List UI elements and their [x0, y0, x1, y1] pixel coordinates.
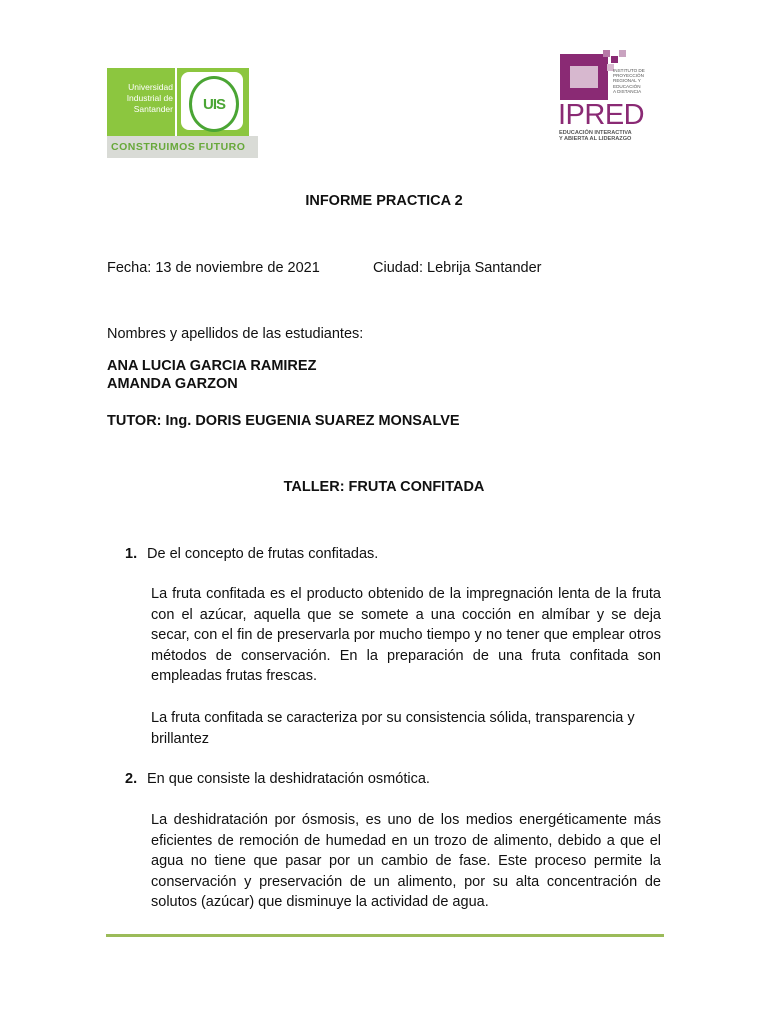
- report-city: Ciudad: Lebrija Santander: [373, 260, 542, 276]
- uis-mark-text: UIS: [189, 76, 239, 132]
- uis-slogan: CONSTRUIMOS FUTURO: [111, 141, 246, 153]
- uis-slogan-strip: [107, 136, 258, 158]
- question-number: 1.: [125, 546, 138, 562]
- ipred-tagline: EDUCACIÓN INTERACTIVA Y ABIERTA AL LIDERAZGO: [559, 130, 632, 143]
- uis-name-box: [107, 68, 175, 136]
- workshop-title: TALLER: FRUTA CONFITADA: [283, 479, 485, 495]
- report-title: INFORME PRACTICA 2: [305, 193, 463, 209]
- ipred-wordmark: IPRED: [558, 99, 645, 131]
- uis-name: Universidad Industrial de Santander: [126, 82, 173, 114]
- uis-mark: [177, 68, 249, 136]
- question-text: De el concepto de frutas confitadas.: [147, 546, 379, 562]
- question-text: En que consiste la deshidratación osmótica.: [147, 771, 430, 787]
- student-name: AMANDA GARZON: [107, 376, 238, 392]
- footer-divider: [106, 934, 664, 937]
- student-name: ANA LUCIA GARCIA RAMIREZ: [107, 358, 317, 374]
- ipred-emblem: [560, 54, 608, 100]
- uis-logo: [107, 68, 258, 158]
- answer-paragraph: La fruta confitada se caracteriza por su consistencia sólida, transparencia y brillantez: [151, 710, 635, 747]
- tutor-line: TUTOR: Ing. DORIS EUGENIA SUAREZ MONSALVE: [107, 413, 460, 429]
- answer-paragraph: La deshidratación por ósmosis, es uno de los medios energéticamente más eficientes de remoción de humedad en un trozo de alimento, debido a que el agua no tiene que pasar por un cambio de fase. Este proceso permite la conservación y preservación de un alimento, por su alta concentración de solutos (azúcar) que disminuye la actividad de agua.: [151, 812, 661, 910]
- report-date: Fecha: 13 de noviembre de 2021: [107, 260, 320, 276]
- students-label: Nombres y apellidos de las estudiantes:: [107, 326, 364, 342]
- answer-paragraph: La fruta confitada es el producto obtenido de la impregnación lenta de la fruta con el azúcar, aquella que se somete a una cocción en almíbar y se deja secar, con el fin de preservarla por mucho tiempo y no tener que emplear otros métodos de conservación. En la preparación de una fruta confitada son empleadas frutas frescas.: [151, 586, 661, 684]
- students-list: [107, 357, 316, 393]
- ipred-logo: [557, 50, 652, 146]
- ipred-institute-name: INSTITUTO DE PROYECCIÓN REGIONAL Y EDUCACIÓN A DISTANCIA: [613, 68, 645, 94]
- question-number: 2.: [125, 771, 138, 787]
